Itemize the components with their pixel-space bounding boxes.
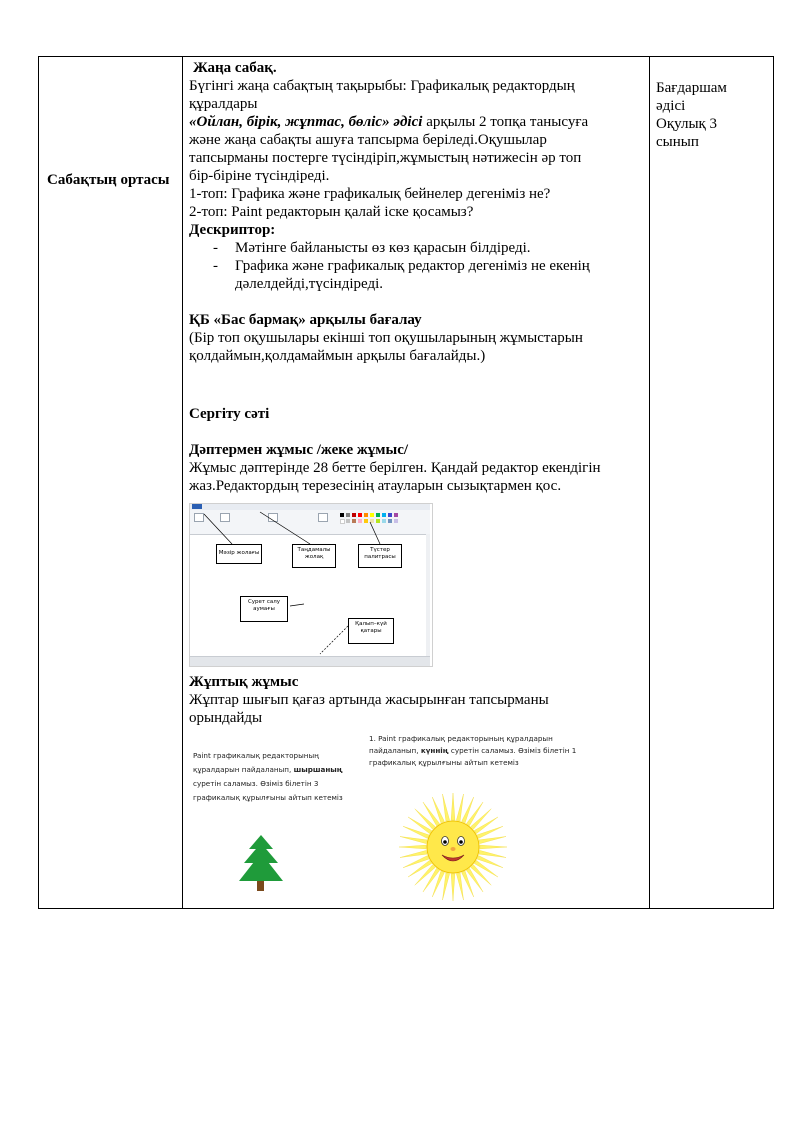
group-1-question: 1-топ: Графика және графикалық бейнелер дегеніміз не? — [189, 186, 551, 202]
fir-tree-icon — [239, 835, 283, 893]
descriptor-heading: Дескриптор: — [189, 222, 276, 238]
sun-ray — [466, 802, 483, 826]
sun-ray — [480, 845, 507, 849]
sun-ray — [456, 794, 463, 821]
sun-ray — [474, 817, 498, 834]
group-2-question: 2-топ: Paint редакторын қалай іске қосамыз? — [189, 204, 474, 220]
topic-line-1: Бүгінгі жаңа сабақтың тақырыбы: Графикалық редактордың — [189, 78, 575, 94]
text-line-b: тапсырманы постерге түсіндіріп,жұмыстың нәтижесін әр топ — [189, 150, 582, 166]
callout-status: Қалып–күй қатары — [348, 618, 394, 644]
task2-text-2: суретін саламыз. Өзіміз білетін 1 графикалық құрылғыны айтып кетеміз — [369, 746, 577, 767]
task-images — [189, 733, 641, 908]
task1-text-2: суретін саламыз. Өзіміз білетін 3 графикалық құрылғыны айтып кетеміз — [193, 779, 343, 802]
warmup-heading: Сергіту сәті — [189, 406, 270, 422]
content-cell — [183, 57, 650, 909]
callout-line — [370, 522, 380, 544]
callout-lines — [190, 504, 432, 666]
callout-line — [290, 604, 304, 606]
callout-palette: Түстер палитрасы — [358, 544, 402, 568]
paint-window-screenshot — [189, 503, 433, 667]
task1-text: Paint графикалық редакторының құралдарын пайдаланып, — [193, 751, 319, 774]
text-line-c: бір-біріне түсіндіреді. — [189, 168, 330, 184]
callout-menu-bar: Мәзір жолағы — [216, 544, 262, 564]
assessment-heading: ҚБ «Бас бармақ» арқылы бағалау — [189, 312, 422, 328]
callout-line — [260, 512, 310, 544]
sun-ray — [479, 850, 506, 857]
sun-ray — [443, 873, 450, 900]
sun-icon — [397, 791, 509, 903]
task-card-sun — [369, 733, 584, 769]
callout-line — [320, 626, 348, 654]
descriptor-item: - Мәтінге байланысты өз көз қарасын білдіреді. — [235, 239, 641, 257]
task2-text: 1. Paint графикалық редакторының құралдарын пайдаланып, — [369, 734, 553, 755]
pair-work-heading: Жұптық жұмыс — [189, 674, 299, 690]
resources-cell — [650, 57, 774, 909]
sun-ray — [423, 802, 440, 826]
descriptor-list — [189, 239, 641, 293]
text-line-a: және жаңа сабақты ашуға тапсырма беріледі.Оқушылар — [189, 132, 547, 148]
sun-ray — [471, 865, 492, 886]
descriptor-item: - Графика және графикалық редактор дегеніміз не екенің дәлелдейді,түсіндіреді. — [235, 257, 641, 293]
sun-ray — [479, 837, 506, 844]
resource-line: Бағдаршам — [656, 80, 727, 96]
sun-ray — [408, 860, 432, 877]
callout-line — [204, 514, 232, 544]
method-rest: арқылы 2 топқа танысуға — [422, 114, 589, 130]
lesson-plan-table — [38, 56, 774, 909]
sun-ray — [443, 794, 450, 821]
notebook-heading: Дәптермен жұмыс /жеке жұмыс/ — [189, 442, 409, 458]
sun-ray — [399, 845, 426, 849]
sun-ray — [451, 874, 455, 901]
task-card-tree — [193, 749, 365, 805]
method-line — [189, 113, 641, 131]
pair-work-line-2: орындайды — [189, 710, 263, 726]
assessment-line-1: (Бір топ оқушылары екінші топ оқушыларының жұмыстарын — [189, 330, 583, 346]
topic-line-2: құралдары — [189, 96, 258, 112]
sun-ray — [456, 873, 463, 900]
sun-ray — [471, 809, 492, 830]
notebook-line-2: жаз.Редактордың терезесінің атауларын сызықтармен қос. — [189, 478, 562, 494]
task1-bold: шыршаның — [293, 765, 343, 774]
sun-ray — [415, 865, 436, 886]
sun-ray — [400, 837, 427, 844]
pair-work-line-1: Жұптар шығып қағаз артында жасырынған тапсырманы — [189, 692, 549, 708]
assessment-line-2: қолдаймын,қолдамаймын арқылы бағалайды.) — [189, 348, 486, 364]
sun-ray — [408, 817, 432, 834]
new-lesson-heading: Жаңа сабақ. — [193, 60, 277, 76]
task2-bold: күннің — [420, 746, 449, 755]
sun-ray — [415, 809, 436, 830]
callout-canvas: Сурет салу аумағы — [240, 596, 288, 622]
sun-ray — [451, 793, 455, 820]
callout-tools: Таңдамалы жолақ — [292, 544, 336, 568]
method-name: «Ойлан, бірік, жұптас, бөліс» әдісі — [189, 114, 423, 130]
resource-line: сынып — [656, 134, 699, 150]
sun-ray — [423, 868, 440, 892]
sun-ray — [400, 850, 427, 857]
sun-ray — [466, 868, 483, 892]
resource-line: әдісі — [656, 98, 686, 114]
notebook-line-1: Жұмыс дәптерінде 28 бетте берілген. Қандай редактор екендігін — [189, 460, 601, 476]
sun-ray — [474, 860, 498, 877]
stage-cell — [39, 57, 183, 909]
stage-label: Сабақтың ортасы — [47, 172, 170, 188]
resource-line: Оқулық 3 — [656, 116, 718, 132]
